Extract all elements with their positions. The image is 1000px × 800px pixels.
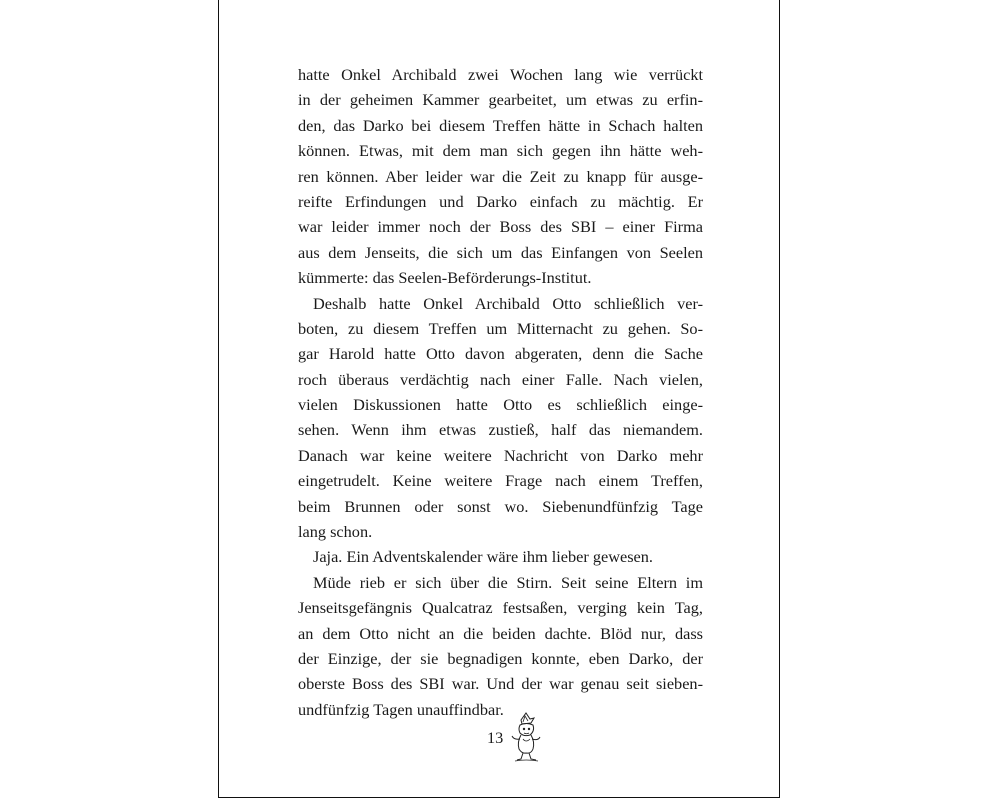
body-text (298, 62, 703, 722)
text-line: sehen. Wenn ihm etwas zustieß, half das niemandem. (298, 420, 703, 440)
text-line: boten, zu diesem Treffen um Mitternacht zu gehen. So- (298, 318, 703, 338)
text-line: aus dem Jenseits, die sich um das Einfangen von Seelen (298, 242, 703, 262)
text-line: können. Etwas, mit dem man sich gegen ihn hätte weh- (298, 141, 703, 161)
text-line: eingetrudelt. Keine weitere Frage nach einem Treffen, (298, 471, 703, 491)
text-line: beim Brunnen oder sonst wo. Siebenundfünfzig Tage (298, 496, 703, 516)
text-line: war leider immer noch der Boss des SBI – einer Firma (298, 217, 703, 237)
book-page (218, 0, 780, 798)
text-line: gar Harold hatte Otto davon abgeraten, denn die Sache (298, 344, 703, 364)
text-line: hatte Onkel Archibald zwei Wochen lang wie verrückt (298, 65, 703, 84)
text-line: den, das Darko bei diesem Treffen hätte in Schach halten (298, 115, 703, 135)
text-line: reifte Erfindungen und Darko einfach zu mächtig. Er (298, 191, 703, 211)
text-line: der Einzige, der sie begnadigen konnte, eben Darko, der (298, 648, 703, 668)
text-line: Jaja. Ein Adventskalender wäre ihm lieber gewesen. (313, 547, 653, 567)
text-line: in der geheimen Kammer gearbeitet, um etwas zu erfin- (298, 90, 703, 110)
text-line: ren können. Aber leider war die Zeit zu knapp für ausge- (298, 166, 703, 186)
text-line: oberste Boss des SBI war. Und der war genau seit sieben- (298, 674, 703, 694)
text-line: Danach war keine weitere Nachricht von Darko mehr (298, 445, 703, 465)
text-line: roch überaus verdächtig nach einer Falle. Nach vielen, (298, 369, 703, 389)
text-line: lang schon. (298, 522, 373, 542)
text-line: Müde rieb er sich über die Stirn. Seit seine Eltern im (313, 572, 703, 592)
text-line: kümmerte: das Seelen-Beförderungs-Institut. (298, 268, 592, 288)
text-line: vielen Diskussionen hatte Otto es schließlich einge- (298, 395, 703, 415)
text-line: Deshalb hatte Onkel Archibald Otto schließlich ver- (313, 293, 703, 313)
page-number: 13 (487, 728, 504, 747)
text-line: Jenseitsgefängnis Qualcatraz festsaßen, verging kein Tag, (298, 598, 703, 618)
text-line: an dem Otto nicht an die beiden dachte. Blöd nur, dass (298, 623, 703, 643)
text-line: undfünfzig Tagen unauffindbar. (298, 699, 504, 719)
little-ghost-mascot-icon (509, 712, 543, 762)
